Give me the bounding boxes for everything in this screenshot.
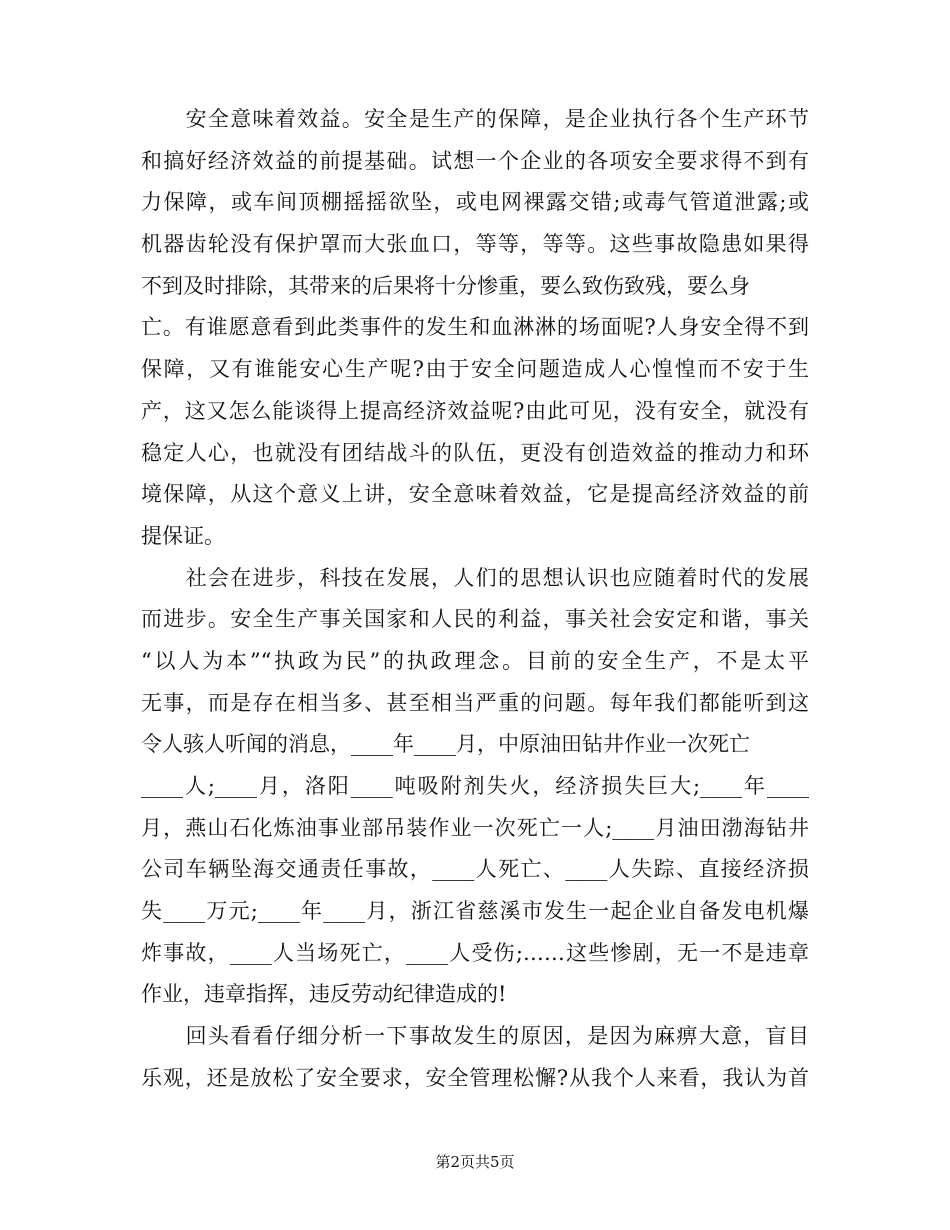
text-line: 不到及时排除，其带来的后果将十分惨重，要么致伤致残，要么身 [141,273,750,298]
text-line: 作业，违章指挥，违反劳动纪律造成的! [141,982,507,1007]
text-line: “以人为本”“执政为民”的执政理念。目前的安全生产，不是太平 [141,648,809,673]
text-line: 机器齿轮没有保护罩而大张血口，等等，等等。这些事故隐患如果得 [141,232,809,257]
text-line: 令人骇人听闻的消息，____年____月，中原油田钻井作业一次死亡 [141,732,750,757]
text-line: 公司车辆坠海交通责任事故，____人死亡、____人失踪、直接经济损 [141,857,809,882]
text-line: 稳定人心，也就没有团结战斗的队伍，更没有创造效益的推动力和环 [141,440,809,465]
text-line: 提保证。 [141,523,225,548]
body-text [141,99,809,1100]
text-line: 产，这又怎么能谈得上提高经济效益呢?由此可见，没有安全，就没有 [141,398,809,423]
text-line: 力保障，或车间顶棚摇摇欲坠，或电网裸露交错;或毒气管道泄露;或 [141,190,809,215]
text-line: 炸事故，____人当场死亡，____人受伤;……这些惨剧，无一不是违章 [141,940,809,965]
text-line: 和搞好经济效益的前提基础。试想一个企业的各项安全要求得不到有 [141,148,809,173]
text-line: 回头看看仔细分析一下事故发生的原因，是因为麻痹大意，盲目 [141,1024,809,1049]
text-line: 境保障，从这个意义上讲，安全意味着效益，它是提高经济效益的前 [141,482,809,507]
text-line: ____人;____月，洛阳____吨吸附剂失火，经济损失巨大;____年____ [141,774,809,798]
text-line: 乐观，还是放松了安全要求，安全管理松懈?从我个人来看，我认为首 [141,1065,809,1090]
page-footer: 第2页共5页 [435,1153,515,1171]
text-line: 亡。有谁愿意看到此类事件的发生和血淋淋的场面呢?人身安全得不到 [141,315,809,340]
text-line: 社会在进步，科技在发展，人们的思想认识也应随着时代的发展 [141,565,809,590]
text-line: 月，燕山石化炼油事业部吊装作业一次死亡一人;____月油田渤海钻井 [141,815,809,840]
text-line: 保障，又有谁能安心生产呢?由于安全问题造成人心惶惶而不安于生 [141,357,809,382]
text-line: 而进步。安全生产事关国家和人民的利益，事关社会安定和谐，事关 [141,607,809,632]
text-line: 无事，而是存在相当多、甚至相当严重的问题。每年我们都能听到这 [141,690,809,715]
text-line: 安全意味着效益。安全是生产的保障，是企业执行各个生产环节 [141,107,809,131]
text-line: 失____万元;____年____月，浙江省慈溪市发生一起企业自备发电机爆 [141,899,809,924]
